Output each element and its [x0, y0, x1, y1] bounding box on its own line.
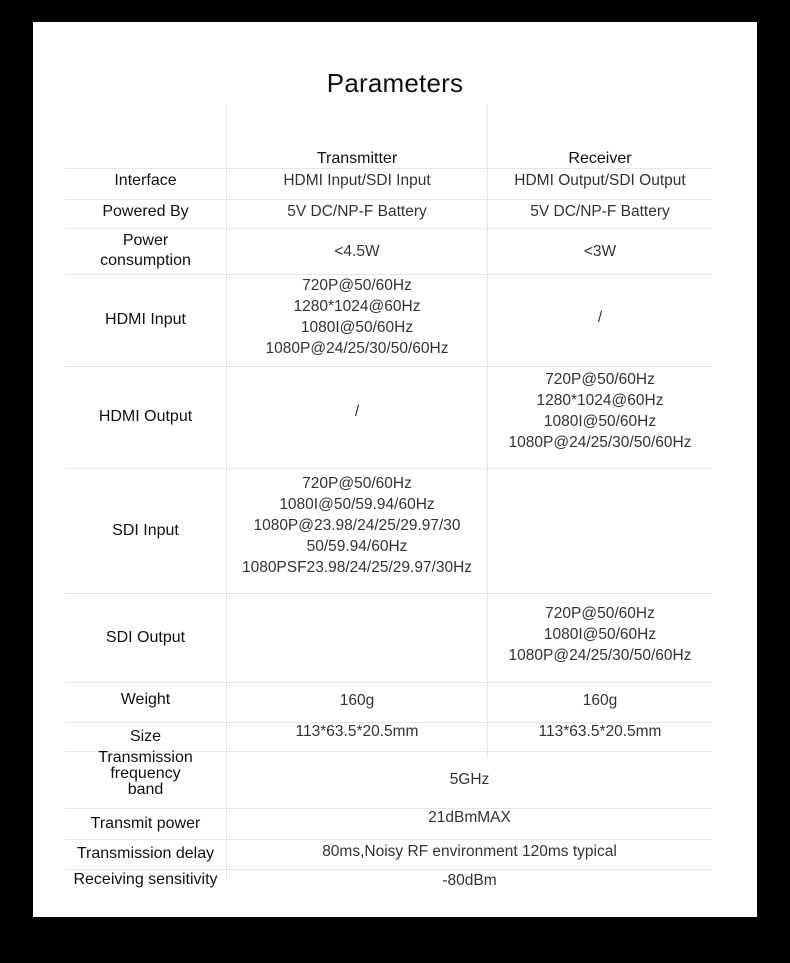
row-tx-4: /	[354, 402, 360, 420]
row-rx-3: /	[597, 308, 603, 326]
row-rx-6-line: 720P@50/60Hz	[545, 605, 655, 622]
row-rx-4-line: 1080P@24/25/30/50/60Hz	[508, 434, 692, 451]
row-tx-1: 5V DC/NP-F Battery	[287, 203, 427, 220]
row-rx-2: <3W	[583, 242, 617, 260]
row-label-9-line: Transmission	[98, 748, 193, 766]
row-tx-5-line: 1080I@50/59.94/60Hz	[279, 496, 435, 513]
row-label-7: Weight	[120, 691, 171, 708]
row-rx-1: 5V DC/NP-F Battery	[530, 203, 670, 220]
row-label-11: Transmission delay	[76, 845, 215, 862]
row-label-12: Receiving sensitivity	[73, 871, 218, 888]
row-tx-0: HDMI Input/SDI Input	[283, 172, 431, 189]
row-tx-6	[227, 590, 487, 679]
row-rx-6-line: 1080I@50/60Hz	[543, 626, 657, 643]
row-value-9: 5GHz	[449, 771, 490, 788]
row-tx-3-line: 1080I@50/60Hz	[300, 319, 414, 336]
row-rx-4	[488, 360, 712, 462]
row-value-11: 80ms,Noisy RF environment 120ms typical	[322, 842, 617, 860]
header-receiver: Receiver	[568, 149, 632, 167]
row-rx-5	[488, 463, 712, 588]
row-label-4: HDMI Output	[98, 408, 193, 425]
row-label-5: SDI Input	[112, 521, 179, 539]
row-rx-6	[488, 590, 712, 679]
parameters-table	[65, 104, 712, 889]
row-tx-8: 113*63.5*20.5mm	[295, 723, 419, 740]
row-rx-6-line: 1080P@24/25/30/50/60Hz	[508, 647, 692, 664]
row-label-2-line: consumption	[100, 252, 191, 269]
row-value-10: 21dBmMAX	[428, 809, 511, 826]
row-label-9-line: band	[127, 780, 164, 798]
row-value-12: -80dBm	[442, 871, 497, 889]
row-tx-5-line: 50/59.94/60Hz	[306, 538, 408, 555]
row-tx-5-line: 1080PSF23.98/24/25/29.97/30Hz	[241, 559, 473, 576]
row-label-10: Transmit power	[90, 814, 201, 832]
row-tx-3-line: 1280*1024@60Hz	[293, 298, 421, 315]
row-tx-2: <4.5W	[334, 242, 380, 260]
row-label-6: SDI Output	[105, 628, 186, 646]
row-rx-4-line: 1280*1024@60Hz	[536, 392, 664, 409]
row-label-0: Interface	[114, 171, 177, 189]
row-label-9	[65, 745, 226, 802]
page-title: Parameters	[326, 68, 464, 98]
row-rx-0: HDMI Output/SDI Output	[514, 172, 686, 189]
row-rx-4-line: 1080I@50/60Hz	[543, 413, 657, 430]
row-label-2-line: Power	[122, 232, 169, 249]
row-tx-3-line: 720P@50/60Hz	[302, 277, 412, 294]
header-transmitter: Transmitter	[316, 149, 398, 167]
row-tx-7: 160g	[339, 691, 375, 709]
row-label-2	[65, 228, 226, 274]
row-tx-5	[227, 463, 487, 588]
row-tx-5-line: 1080P@23.98/24/25/29.97/30	[253, 517, 461, 534]
row-label-8: Size	[129, 727, 162, 745]
row-tx-3	[227, 271, 487, 363]
row-rx-7: 160g	[582, 691, 618, 709]
row-rx-4-line: 720P@50/60Hz	[545, 371, 655, 388]
spec-card	[33, 22, 757, 917]
row-label-1: Powered By	[102, 202, 189, 220]
row-label-3: HDMI Input	[105, 311, 186, 328]
row-label-9-line: frequency	[110, 764, 181, 782]
row-tx-5-line: 720P@50/60Hz	[302, 475, 412, 492]
row-tx-3-line: 1080P@24/25/30/50/60Hz	[265, 340, 449, 357]
row-rx-8: 113*63.5*20.5mm	[538, 723, 662, 740]
